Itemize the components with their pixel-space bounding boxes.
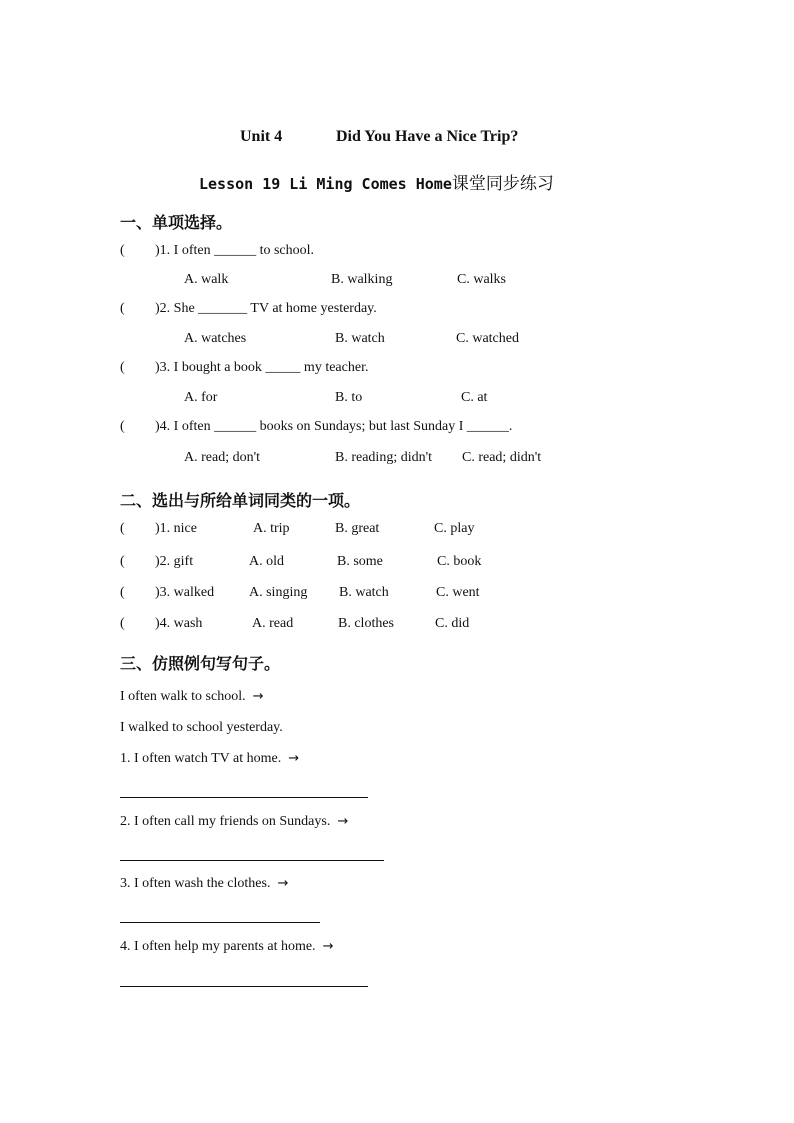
right-arrow-icon: → [288,751,300,766]
q1-option-c: C. walks [457,272,506,287]
answer-line-3[interactable] [120,922,320,923]
lesson-suffix: 课堂同步练习 [451,174,554,194]
s2-row4-option-a: A. read [252,616,294,631]
unit-title: Did You Have a Nice Trip? [336,128,519,145]
right-arrow-icon: → [252,689,264,704]
right-arrow-icon: → [337,814,349,829]
q4-paren: ( [120,419,125,434]
q1-option-a: A. walk [184,272,229,287]
section2-title: 二、选出与所给单词同类的一项。 [120,491,361,510]
s2-row2-option-a: A. old [249,554,284,569]
s2-row1-option-a: A. trip [253,521,290,536]
s2-row4-option-b: B. clothes [338,616,394,631]
unit-label: Unit 4 [240,128,283,145]
s2-row2-option-c: C. book [437,554,482,569]
section1-title: 一、单项选择。 [120,213,233,232]
q1-paren: ( [120,243,125,258]
answer-line-2[interactable] [120,860,384,861]
q3-paren: ( [120,360,125,375]
q4-option-b: B. reading; didn't [335,450,433,465]
s2-row1-word: )1. nice [155,521,197,536]
s2-row3-word: )3. walked [155,585,215,600]
q1-stem: )1. I often ______ to school. [155,243,315,258]
q4-option-a: A. read; don't [184,450,261,465]
q4-stem: )4. I often ______ books on Sundays; but last Sunday I ______. [155,419,513,434]
s2-row1-paren: ( [120,521,125,536]
q2-option-a: A. watches [184,331,247,346]
example-result: I walked to school yesterday. [120,720,283,735]
s2-row3-option-c: C. went [436,585,480,600]
section3-title: 三、仿照例句写句子。 [120,654,281,673]
rewrite-item-3-text: 3. I often wash the clothes. [120,876,271,891]
lesson-name: Lesson 19 Li Ming Comes Home [199,175,452,193]
s2-row3-option-a: A. singing [249,585,308,600]
rewrite-item-4-text: 4. I often help my parents at home. [120,939,316,954]
rewrite-item-2 [120,814,348,830]
q3-option-a: A. for [184,390,218,405]
right-arrow-icon: → [322,939,334,954]
q2-option-c: C. watched [456,331,519,346]
example-source-text: I often walk to school. [120,689,246,704]
q2-stem: )2. She _______ TV at home yesterday. [155,301,377,316]
s2-row4-paren: ( [120,616,125,631]
q2-option-b: B. watch [335,331,385,346]
s2-row2-paren: ( [120,554,125,569]
q3-stem: )3. I bought a book _____ my teacher. [155,360,369,375]
rewrite-item-1 [120,751,299,767]
example-source [120,689,264,705]
lesson-title [199,169,554,194]
s2-row4-option-c: C. did [435,616,470,631]
s2-row1-option-b: B. great [335,521,380,536]
s2-row3-option-b: B. watch [339,585,389,600]
answer-line-4[interactable] [120,986,368,987]
q2-paren: ( [120,301,125,316]
q3-option-b: B. to [335,390,363,405]
s2-row2-option-b: B. some [337,554,383,569]
s2-row3-paren: ( [120,585,125,600]
rewrite-item-1-text: 1. I often watch TV at home. [120,751,282,766]
s2-row1-option-c: C. play [434,521,475,536]
s2-row4-word: )4. wash [155,616,203,631]
s2-row2-word: )2. gift [155,554,194,569]
q3-option-c: C. at [461,390,488,405]
rewrite-item-4 [120,939,333,955]
right-arrow-icon: → [277,876,289,891]
q4-option-c: C. read; didn't [462,450,542,465]
q1-option-b: B. walking [331,272,393,287]
rewrite-item-3 [120,876,288,892]
rewrite-item-2-text: 2. I often call my friends on Sundays. [120,814,331,829]
answer-line-1[interactable] [120,797,368,798]
